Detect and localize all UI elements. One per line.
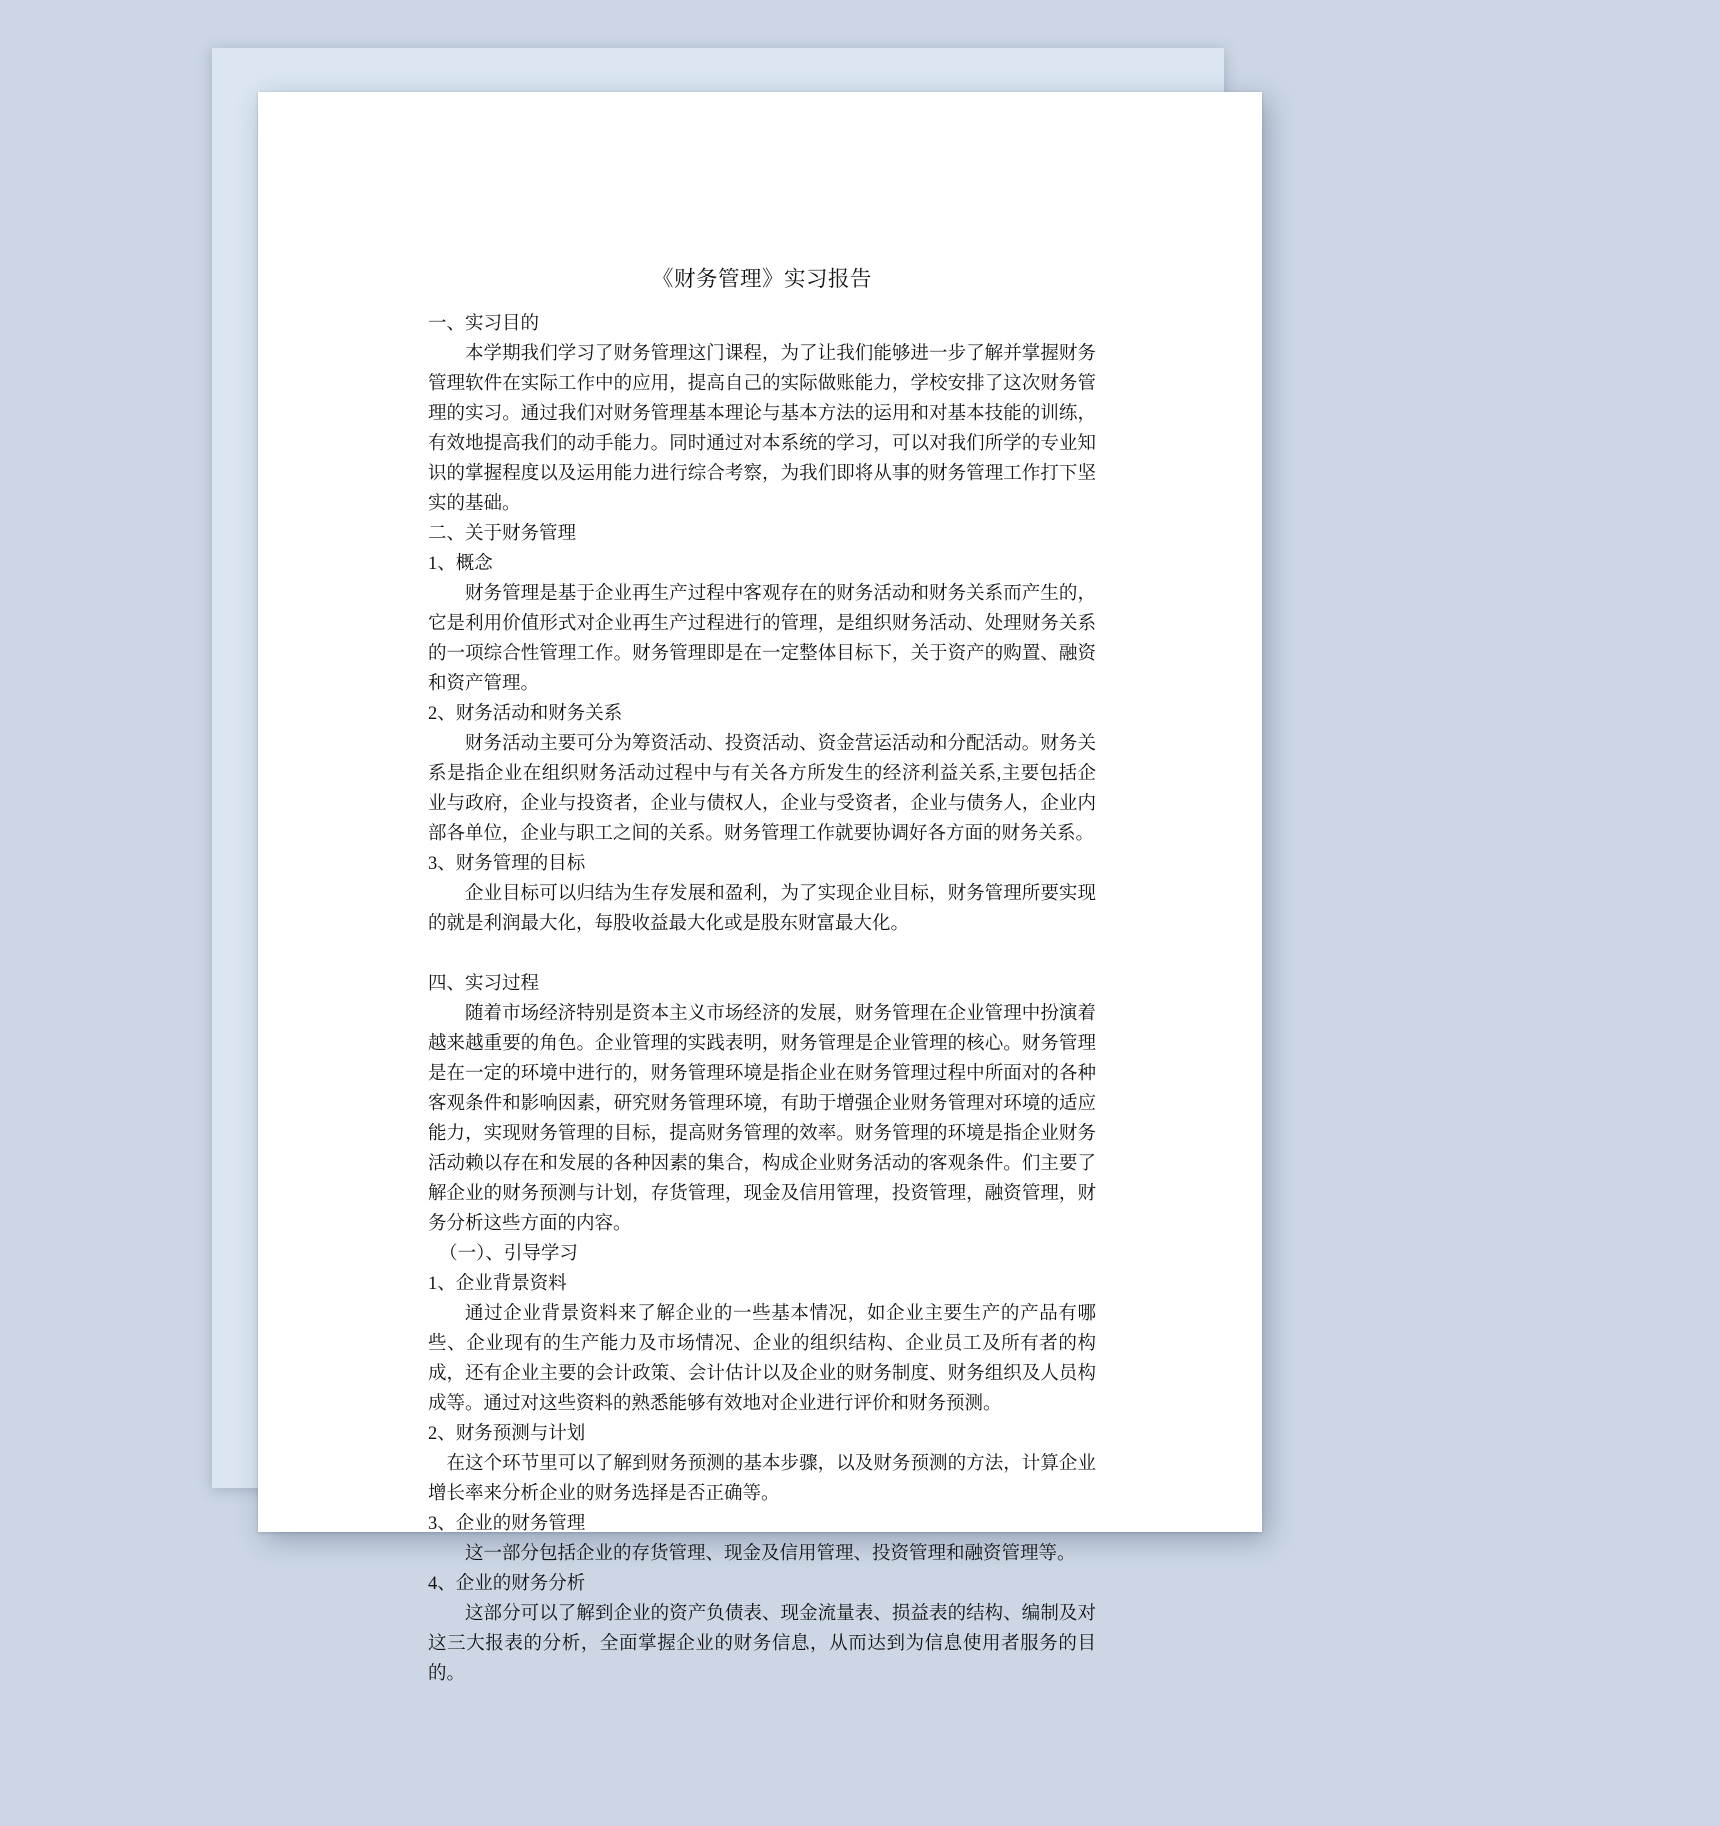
body-paragraph: 这部分可以了解到企业的资产负债表、现金流量表、损益表的结构、编制及对这三大报表的分析，全面掌握企业的财务信息，从而达到为信息使用者服务的目的。: [428, 1604, 1096, 1684]
document-page: [258, 92, 1262, 1684]
body-paragraph: 财务管理是基于企业再生产过程中客观存在的财务活动和财务关系而产生的，它是利用价值形式对企业再生产过程进行的管理，是组织财务活动、处理财务关系的一项综合性管理工作。财务管理即是在一定整体目标下，关于资产的购置、融资和资产管理。: [428, 584, 1096, 694]
section-heading: 1、企业背景资料: [428, 1274, 567, 1294]
section-heading: 3、财务管理的目标: [428, 854, 586, 874]
body-paragraph: 本学期我们学习了财务管理这门课程，为了让我们能够进一步了解并掌握财务管理软件在实际工作中的应用，提高自己的实际做账能力，学校安排了这次财务管理的实习。通过我们对财务管理基本理论与基本方法的运用和对基本技能的训练，有效地提高我们的动手能力。同时通过对本系统的学习，可以对我们所学的专业知识的掌握程度以及运用能力进行综合考察，为我们即将从事的财务管理工作打下坚实的基础。: [428, 344, 1096, 514]
section-heading: 一、实习目的: [428, 314, 540, 334]
document-body: [428, 309, 1096, 1689]
section-heading: 3、企业的财务管理: [428, 1514, 586, 1534]
body-paragraph: 随着市场经济特别是资本主义市场经济的发展，财务管理在企业管理中扮演着越来越重要的角色。企业管理的实践表明，财务管理是企业管理的核心。财务管理是在一定的环境中进行的，财务管理环境是指企业在财务管理过程中所面对的各种客观条件和影响因素，研究财务管理环境，有助于增强企业财务管理对环境的适应能力，实现财务管理的目标，提高财务管理的效率。财务管理的环境是指企业财务活动赖以存在和发展的各种因素的集合，构成企业财务活动的客观条件。们主要了解企业的财务预测与计划，存货管理，现金及信用管理，投资管理，融资管理，财务分析这些方面的内容。: [428, 1004, 1096, 1234]
body-paragraph: 财务活动主要可分为筹资活动、投资活动、资金营运活动和分配活动。财务关系是指企业在组织财务活动过程中与有关各方所发生的经济利益关系,主要包括企业与政府，企业与投资者，企业与债权人，企业与受资者，企业与债务人，企业内部各单位，企业与职工之间的关系。财务管理工作就要协调好各方面的财务关系。: [428, 734, 1096, 844]
section-heading: 2、财务预测与计划: [428, 1424, 586, 1444]
paragraph-spacer: [428, 939, 1096, 969]
section-heading: （一）、引导学习: [439, 1244, 578, 1264]
body-paragraph: 这一部分包括企业的存货管理、现金及信用管理、投资管理和融资管理等。: [465, 1544, 1076, 1564]
section-heading: 4、企业的财务分析: [428, 1574, 586, 1594]
body-paragraph: 通过企业背景资料来了解企业的一些基本情况，如企业主要生产的产品有哪些、企业现有的生产能力及市场情况、企业的组织结构、企业员工及所有者的构成，还有企业主要的会计政策、会计估计以及企业的财务制度、财务组织及人员构成等。通过对这些资料的熟悉能够有效地对企业进行评价和财务预测。: [428, 1304, 1096, 1414]
section-heading: 1、概念: [428, 554, 493, 574]
section-heading: 四、实习过程: [428, 974, 540, 994]
section-heading: 2、财务活动和财务关系: [428, 704, 623, 724]
page-title: 《财务管理》实习报告: [651, 267, 872, 291]
body-paragraph: 企业目标可以归结为生存发展和盈利，为了实现企业目标，财务管理所要实现的就是利润最大化，每股收益最大化或是股东财富最大化。: [428, 884, 1096, 934]
page-content: [428, 262, 1096, 1689]
body-paragraph: 在这个环节里可以了解到财务预测的基本步骤，以及财务预测的方法，计算企业增长率来分析企业的财务选择是否正确等。: [428, 1454, 1096, 1504]
section-heading: 二、关于财务管理: [428, 524, 577, 544]
